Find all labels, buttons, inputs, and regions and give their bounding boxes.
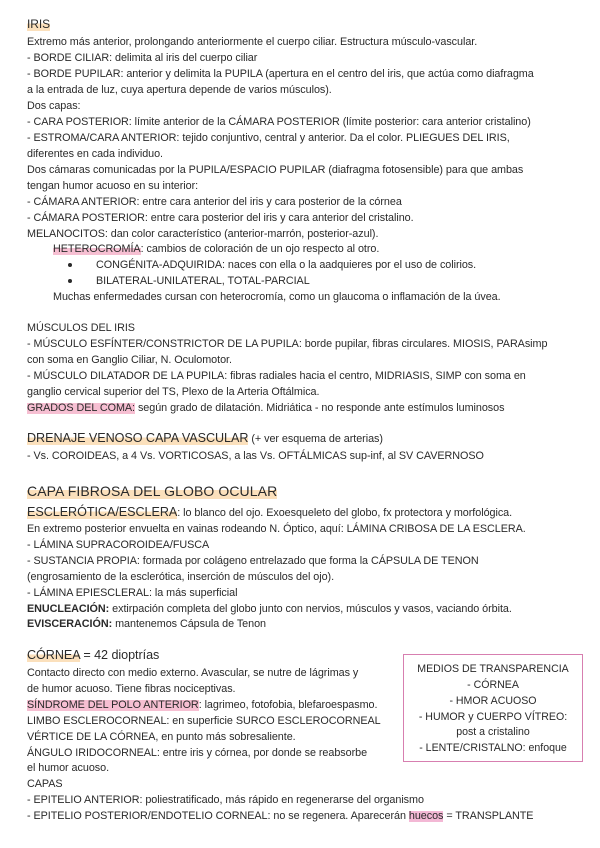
medios-item: - CÓRNEA bbox=[467, 679, 519, 691]
borde-ciliar: - BORDE CILIAR: delimita al iris del cuerpo ciliar bbox=[27, 52, 258, 64]
grados-def: según grado de dilatación. Midriática - no responde ante estímulos luminosos bbox=[135, 402, 505, 414]
vertice: VÉRTICE DE LA CÓRNEA, en punto más sobresaliente. bbox=[27, 731, 296, 743]
dilatador-2: ganglio cervical superior del TS, Plexo de la Arteria Oftálmica. bbox=[27, 386, 320, 398]
medios-item: - LENTE/CRISTALNO: enfoque bbox=[419, 742, 567, 754]
huecos-term: huecos bbox=[408, 810, 444, 822]
epitelio-anterior: - EPITELIO ANTERIOR: poliestratificado, más rápido en regenerarse del organismo bbox=[27, 794, 424, 806]
sindrome-line bbox=[27, 698, 377, 712]
medios-item: - HUMOR y CUERPO VÍTREO: bbox=[418, 711, 568, 723]
bullet-icon bbox=[68, 263, 72, 267]
sindrome-def: : lagrimeo, fotofobia, blefaroespasmo. bbox=[198, 699, 378, 711]
capas-heading: CAPAS bbox=[27, 778, 63, 790]
iris-intro: Extremo más anterior, prolongando anteriormente el cuerpo ciliar. Estructura músculo-vascular. bbox=[27, 36, 478, 48]
camaras-2: tengan humor acuoso en su interior: bbox=[27, 180, 199, 192]
borde-pupilar-1: - BORDE PUPILAR: anterior y delimita la PUPILA (apertura en el centro del iris, que actúa como diafragma bbox=[27, 68, 534, 80]
estroma-1: - ESTROMA/CARA ANTERIOR: tejido conjuntivo, central y anterior. Da el color. PLIEGUES DEL IRIS, bbox=[27, 132, 510, 144]
esclerotica-def: : lo blanco del ojo. Exoesqueleto del globo, fx protectora y morfológica. bbox=[177, 507, 513, 519]
epitelio-posterior-post: = TRANSPLANTE bbox=[443, 810, 534, 822]
dilatador-1: - MÚSCULO DILATADOR DE LA PUPILA: fibras radiales hacia el centro, MIDRIASIS, SIMP con soma en bbox=[27, 370, 526, 382]
enucleacion-def: extirpación completa del globo junto con nervios, músculos y vasos, vaciando órbita. bbox=[109, 603, 512, 615]
camara-posterior: - CÁMARA POSTERIOR: entre cara posterior del iris y cara anterior del cristalino. bbox=[27, 212, 414, 224]
drenaje-heading: DRENAJE VENOSO CAPA VASCULAR bbox=[27, 431, 249, 445]
medios-item: post a cristalino bbox=[456, 726, 530, 738]
drenaje-text: - Vs. COROIDEAS, a 4 Vs. VORTICOSAS, a las Vs. OFTÁLMICAS sup-inf, al SV CAVERNOSO bbox=[27, 450, 484, 462]
enfermedades: Muchas enfermedades cursan con heterocromía, como un glaucoma o inflamación de la úvea. bbox=[53, 291, 501, 303]
evisceracion-def: mantenemos Cápsula de Tenon bbox=[112, 618, 266, 630]
esclerotica-line bbox=[27, 505, 512, 520]
contacto-2: de humor acuoso. Tiene fibras nociceptivas. bbox=[27, 683, 236, 695]
enucleacion-line bbox=[27, 602, 512, 616]
cornea-dioptrias: = 42 dioptrías bbox=[79, 648, 160, 662]
borde-pupilar-2: a la entrada de luz, cuya apertura depende de varios músculos). bbox=[27, 84, 332, 96]
angulo-2: el humor acuoso. bbox=[27, 762, 110, 774]
limbo: LIMBO ESCLEROCORNEAL: en superficie SURCO ESCLEROCORNEAL bbox=[27, 715, 381, 727]
bullet-icon bbox=[68, 279, 72, 283]
supracoroidea: - LÁMINA SUPRACOROIDEA/FUSCA bbox=[27, 539, 210, 551]
sustancia-1: - SUSTANCIA PROPIA: formada por colágeno entrelazado que forma la CÁPSULA DE TENON bbox=[27, 555, 479, 567]
contacto-1: Contacto directo con medio externo. Avascular, se nutre de lágrimas y bbox=[27, 667, 359, 679]
drenaje-note: (+ ver esquema de arterias) bbox=[248, 433, 383, 445]
capa-fibrosa-heading: CAPA FIBROSA DEL GLOBO OCULAR bbox=[27, 483, 278, 499]
heterocromia-line bbox=[53, 242, 379, 256]
musculos-heading: MÚSCULOS DEL IRIS bbox=[27, 322, 135, 334]
epiescleral: - LÁMINA EPIESCLERAL: la más superficial bbox=[27, 587, 238, 599]
cornea-heading-line bbox=[27, 648, 159, 663]
camara-anterior: - CÁMARA ANTERIOR: entre cara anterior del iris y cara posterior de la córnea bbox=[27, 196, 402, 208]
esfinter-2: con soma en Ganglio Ciliar, N. Oculomotor. bbox=[27, 354, 232, 366]
grados-line bbox=[27, 401, 504, 415]
estroma-2: diferentes en cada individuo. bbox=[27, 148, 164, 160]
medios-title: MEDIOS DE TRANSPARENCIA bbox=[417, 663, 569, 675]
cara-posterior: - CARA POSTERIOR: límite anterior de la CÁMARA POSTERIOR (límite posterior: cara anterior cristalino) bbox=[27, 116, 531, 128]
cornea-heading: CÓRNEA bbox=[27, 648, 80, 662]
esclerotica-term: ESCLERÓTICA/ESCLERA bbox=[27, 505, 178, 519]
medios-item: - HMOR ACUOSO bbox=[449, 695, 537, 707]
enucleacion-term: ENUCLEACIÓN: bbox=[27, 603, 110, 615]
epitelio-posterior-line bbox=[27, 809, 533, 823]
medios-transparencia-box bbox=[403, 654, 583, 762]
grados-term: GRADOS DEL COMA: bbox=[27, 402, 135, 414]
dos-capas: Dos capas: bbox=[27, 100, 81, 112]
drenaje-heading-line bbox=[27, 431, 383, 446]
bullet-item-1: CONGÉNITA-ADQUIRIDA: naces con ella o la aadquieres por el uso de colirios. bbox=[96, 259, 477, 271]
bullet-item-2: BILATERAL-UNILATERAL, TOTAL-PARCIAL bbox=[96, 275, 310, 287]
epitelio-posterior-pre: - EPITELIO POSTERIOR/ENDOTELIO CORNEAL: no se regenera. Aparecerán bbox=[27, 810, 409, 822]
camaras-1: Dos cámaras comunicadas por la PUPILA/ESPACIO PUPILAR (diafragma fotosensible) para que ambas bbox=[27, 164, 524, 176]
sindrome-term: SÍNDROME DEL POLO ANTERIOR bbox=[27, 699, 199, 711]
sustancia-2: (engrosamiento de la esclerótica, inserción de músculos del ojo). bbox=[27, 571, 335, 583]
heterocromia-def: : cambios de coloración de un ojo respecto al otro. bbox=[140, 243, 380, 255]
esfinter-1: - MÚSCULO ESFÍNTER/CONSTRICTOR DE LA PUPILA: borde pupilar, fibras circulares. MIOSIS, PARAsimp bbox=[27, 338, 548, 350]
angulo-1: ÁNGULO IRIDOCORNEAL: entre iris y córnea, por donde se reabsorbe bbox=[27, 747, 368, 759]
evisceracion-term: EVISCERACIÓN: bbox=[27, 618, 113, 630]
melanocitos: MELANOCITOS: dan color característico (anterior-marrón, posterior-azul). bbox=[27, 228, 379, 240]
iris-heading: IRIS bbox=[27, 17, 51, 31]
evisceracion-line bbox=[27, 617, 266, 631]
heterocromia-term: HETEROCROMÍA bbox=[53, 243, 141, 255]
extremo-posterior: En extremo posterior envuelta en vainas rodeando N. Óptico, aquí: LÁMINA CRIBOSA DE LA ESCLERA. bbox=[27, 523, 526, 535]
